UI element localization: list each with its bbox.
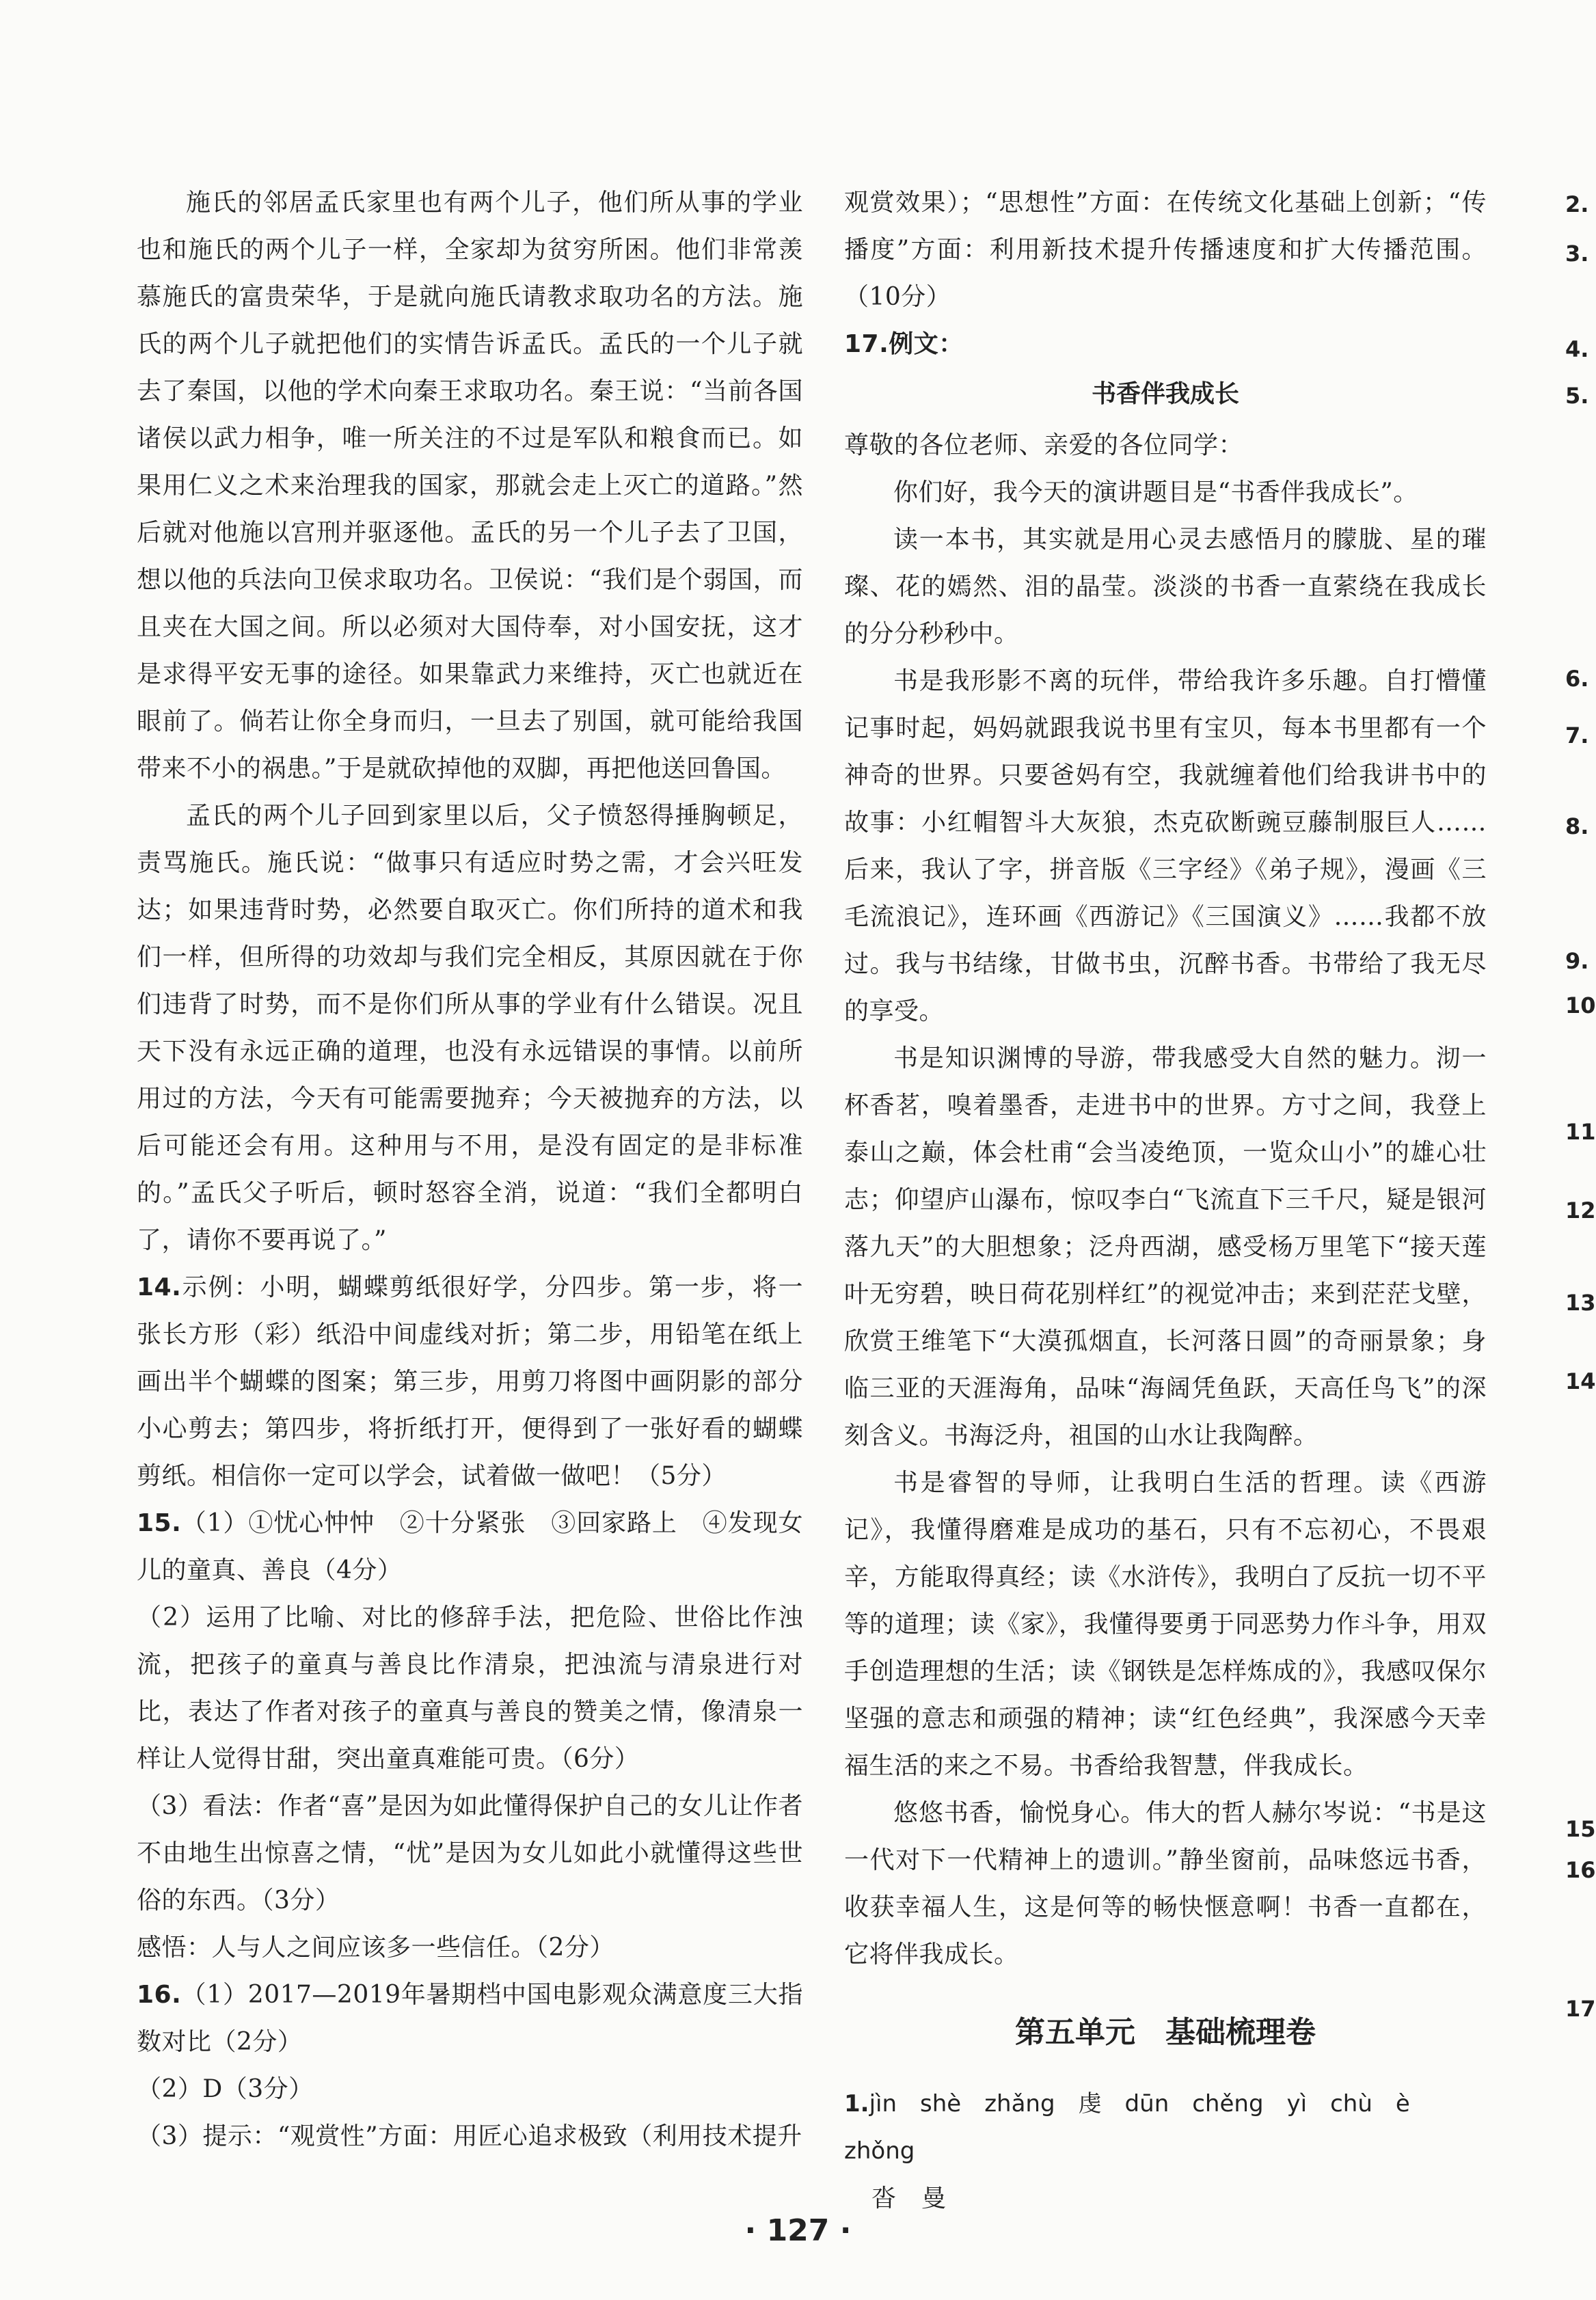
question-number-1: 1. [844,2090,869,2118]
translation-paragraph-2: 孟氏的两个儿子回到家里以后，父子愤怒得捶胸顿足，责骂施氏。施氏说：“做事只有适应时势之需，才会兴旺发达；如果违背时势，必然要自取灭亡。你们所持的道术和我们一样，但所得的功效却与我们完全相反，其原因就在于你们违背了时势，而不是你们所从事的学业有什么错误。况且天下没有永远正确的道理，也没有永远错误的事情。以前所用过的方法，今天有可能需要抛弃；今天被抛弃的方法，以后可能还会有用。这种用与不用，是没有固定的是非标准的。”孟氏父子听后，顿时怒容全消，说道：“我们全都明白了，请你不要再说了。” [137,802,803,1254]
essay-paragraph-3: 书是我形影不离的玩伴，带给我许多乐趣。自打懵懂记事时起，妈妈就跟我说书里有宝贝，每本书里都有一个神奇的世界。只要爸妈有空，我就缠着他们给我讲书中的故事：小红帽智斗大灰狼，杰克砍断豌豆藤制服巨人……后来，我认了字，拼音版《三字经》《弟子规》，漫画《三毛流浪记》，连环画《西游记》《三国演义》……我都不放过。我与书结缘，甘做书虫，沉醉书香。书带给了我无尽的享受。 [844,667,1487,1025]
essay-title: 书香伴我成长 [1091,380,1239,408]
answer-16-part1 [137,1971,803,2066]
answer-16-continued: 观赏效果）；“思想性”方面：在传统文化基础上创新；“传播度”方面：利用新技术提升传播速度和扩大传播范围。（10分） [844,189,1487,311]
unit-heading: 第五单元 基础梳理卷 [1015,2015,1316,2050]
answer-16-part1-text: （1）2017—2019年暑期档中国电影观众满意度三大指数对比（2分） [137,1981,803,2056]
essay-paragraph-4: 书是知识渊博的导游，带我感受大自然的魅力。沏一杯香茗，嗅着墨香，走进书中的世界。方寸之间，我登上泰山之巅，体会杜甫“会当凌绝顶，一览众山小”的雄心壮志；仰望庐山瀑布，惊叹李白“飞流直下三千尺，疑是银河落九天”的大胆想象；泛舟西湖，感受杨万里笔下“接天莲叶无穷碧，映日荷花别样红”的视觉冲击；来到茫茫戈壁，欣赏王维笔下“大漠孤烟直，长河落日圆”的奇丽景象；身临三亚的天涯海角，品味“海阔凭鱼跃，天高任鸟飞”的深刻含义。书海泛舟，祖国的山水让我陶醉。 [844,1044,1487,1450]
edge-marker: 4. [1565,336,1589,362]
edge-marker: 12 [1565,1198,1596,1223]
answer-15-part1-text: （1）①忧心忡忡 ②十分紧张 ③回家路上 ④发现女儿的童真、善良（4分） [137,1509,803,1584]
page-number: · 127 · [744,2213,852,2248]
question-number-15: 15. [137,1509,182,1537]
essay-salutation: 尊敬的各位老师、亲爱的各位同学： [844,431,1244,459]
question-number-14: 14. [137,1273,182,1301]
edge-marker: 2. [1565,191,1589,217]
edge-marker: 11 [1565,1119,1596,1145]
translation-paragraph-1: 施氏的邻居孟氏家里也有两个儿子，他们所从事的学业也和施氏的两个儿子一样，全家却为贫穷所困。他们非常羡慕施氏的富贵荣华，于是就向施氏请教求取功名的方法。施氏的两个儿子就把他们的实情告诉孟氏。孟氏的一个儿子就去了秦国，以他的学术向秦王求取功名。秦王说：“当前各国诸侯以武力相争，唯一所关注的不过是军队和粮食而已。如果用仁义之术来治理我的国家，那就会走上灭亡的道路。”然后就对他施以宫刑并驱逐他。孟氏的另一个儿子去了卫国，想以他的兵法向卫侯求取功名。卫侯说：“我们是个弱国，而且夹在大国之间。所以必须对大国侍奉，对小国安抚，这才是求得平安无事的途径。如果靠武力来维持，灭亡也就近在眼前了。倘若让你全身而归，一旦去了别国，就可能给我国带来不小的祸患。”于是就砍掉他的双脚，再把他送回鲁国。 [137,189,803,783]
example-essay-label: 例文： [889,330,964,358]
edge-marker: 8. [1565,813,1589,839]
middle-column [844,179,1487,2222]
answer-1-pinyin: jìn shè zhǎng 虔 dūn chěng yì chù è zhǒng [844,2090,1433,2165]
edge-marker: 3. [1565,241,1589,267]
edge-marker: 13 [1565,1290,1596,1316]
essay-paragraph-6: 悠悠书香，愉悦身心。伟大的哲人赫尔岑说：“书是这一代对下一代精神上的遗训。”静坐窗前，品味悠远书香，收获幸福人生，这是何等的畅快惬意啊！书香一直都在，它将伴我成长。 [844,1799,1487,1968]
edge-marker: 17 [1565,1996,1596,2022]
edge-marker: 9. [1565,948,1589,974]
answer-15-part4: 感悟：人与人之间应该多一些信任。（2分） [137,1934,614,1962]
answer-15-part1 [137,1500,803,1594]
answer-17-label [844,321,1487,368]
answer-15-part2: （2）运用了比喻、对比的修辞手法，把危险、世俗比作浊流，把孩子的童真与善良比作清泉，把浊流与清泉进行对比，表达了作者对孩子的童真与善良的赞美之情，像清泉一样让人觉得甘甜，突出童真难能可贵。（6分） [137,1604,803,1773]
answer-16-part2: （2）D（3分） [137,2075,314,2103]
edge-marker: 10 [1565,992,1596,1018]
answer-15-part3: （3）看法：作者“喜”是因为如此懂得保护自己的女儿让作者不由地生出惊喜之情，“忧”是因为女儿如此小就懂得这些世俗的东西。（3分） [137,1792,803,1915]
question-number-16: 16. [137,1981,182,2009]
edge-marker: 6. [1565,666,1589,692]
essay-paragraph-2: 读一本书，其实就是用心灵去感悟月的朦胧、星的璀璨、花的嫣然、泪的晶莹。淡淡的书香一直萦绕在我成长的分分秒秒中。 [844,526,1487,648]
answer-14-text: 示例：小明，蝴蝶剪纸很好学，分四步。第一步，将一张长方形（彩）纸沿中间虚线对折；第二步，用铅笔在纸上画出半个蝴蝶的图案；第三步，用剪刀将图中画阴影的部分小心剪去；第四步，将折纸打开，便得到了一张好看的蝴蝶剪纸。相信你一定可以学会，试着做一做吧！（5分） [137,1273,803,1490]
edge-marker: 16 [1565,1857,1596,1883]
answer-1-line2: 沓 曼 [871,2184,947,2213]
essay-paragraph-5: 书是睿智的导师，让我明白生活的哲理。读《西游记》，我懂得磨难是成功的基石，只有不忘初心，不畏艰辛，方能取得真经；读《水浒传》，我明白了反抗一切不平等的道理；读《家》，我懂得要勇于同恶势力作斗争，用双手创造理想的生活；读《钢铁是怎样炼成的》，我感叹保尔坚强的意志和顽强的精神；读“红色经典”，我深感今天幸福生活的来之不易。书香给我智慧，伴我成长。 [844,1469,1487,1780]
edge-marker: 5. [1565,383,1589,409]
essay-paragraph-1: 你们好，我今天的演讲题目是“书香伴我成长”。 [893,478,1418,506]
edge-marker: 15 [1565,1816,1596,1842]
edge-marker: 14 [1565,1368,1596,1394]
left-column [137,179,803,2160]
question-number-17: 17. [844,330,889,358]
answer-1-line1 [844,2081,1487,2175]
answer-16-part3: （3）提示：“观赏性”方面：用匠心追求极致（利用技术提升 [137,2122,802,2150]
answer-14 [137,1264,803,1500]
edge-marker: 7. [1565,722,1589,748]
